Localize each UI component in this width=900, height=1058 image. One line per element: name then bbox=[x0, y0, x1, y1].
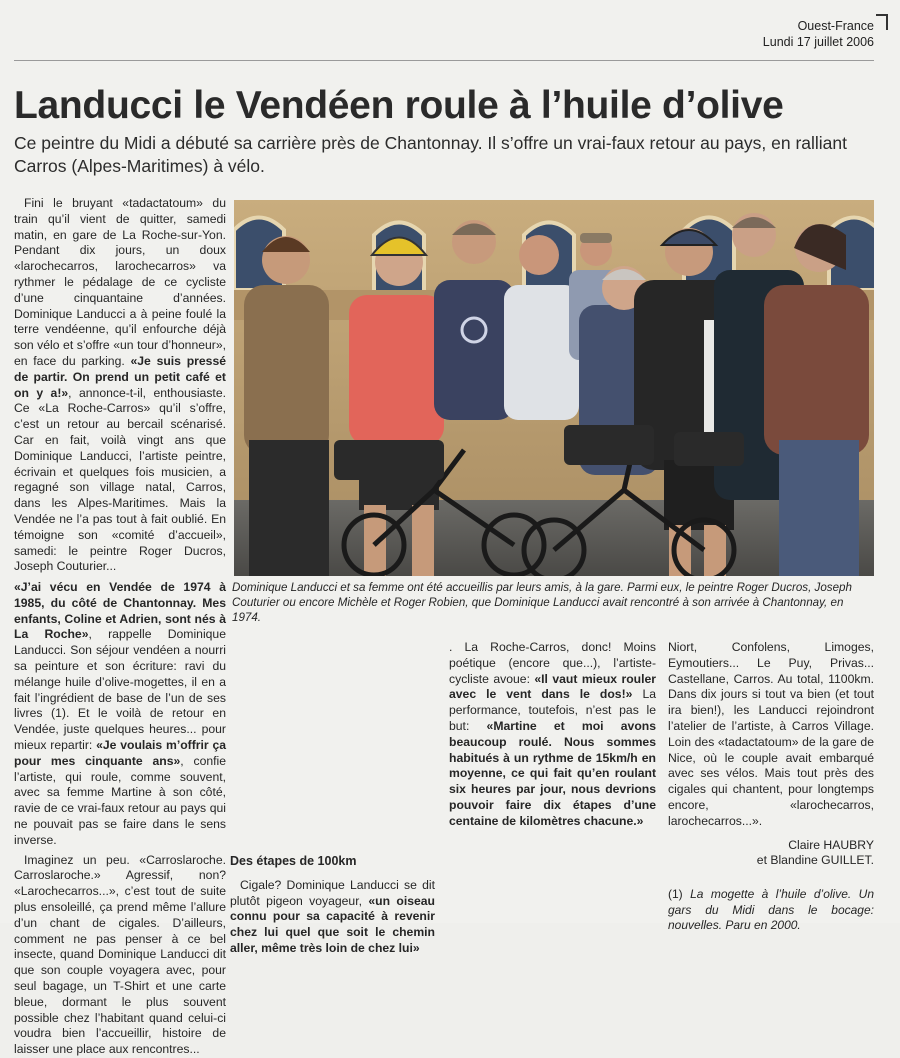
footnote-number: (1) bbox=[668, 887, 683, 902]
column-1-bottom bbox=[14, 580, 226, 1058]
corner-mark bbox=[876, 14, 888, 30]
column-3 bbox=[449, 640, 656, 830]
paragraph-4-start: Cigale? Dominique Landucci se dit plutôt pigeon voyageur, «un oiseau connu pour sa capacité à revenir chez lui quel que soit le chemin aller, même très loin de chez lui» bbox=[230, 877, 435, 955]
paragraph-5: Niort, Confolens, Limoges, Eymoutiers... Le Puy, Privas... Castellane, Carros. Au total, 1100km. Dans dix jours si tout va bien (et tout ira bien!), les Landucci rejoindront l’atelier de l’artiste, à Carros Village. Loin des «tadactatoum» de la gare de Nice, où le couple avait embarqué avec ses vélos. Mais tout près des cigales qui chantent, pour longtemps encore, «larochecarros, larochecarros...». bbox=[668, 640, 874, 828]
quote-4: «un oiseau connu pour sa capacité à revenir chez lui quel que soit le chemin aller, même très loin de chez lui» bbox=[230, 893, 435, 955]
group-photo bbox=[234, 200, 874, 576]
paragraph-4-cont: . La Roche-Carros, donc! Moins poétique (encore que...), l’artiste-cycliste avoue: «Il vaut mieux rouler avec le vent dans le dos!» La performance, toutefois, n’est pas le but: «Martine et moi avons beaucoup roulé. Nous sommes habitués à un rythme de 15km/h en moyenne, ce qui fait qu’en roulant six heures par jour, nous devrions pouvoir faire dix étapes d’une centaine de kilomètres chacune.» bbox=[449, 640, 657, 828]
photo-caption: Dominique Landucci et sa femme ont été accueillis par leurs amis, à la gare. Parmi eux, le peintre Roger Ducros, Joseph Couturier ou encore Michèle et Roger Robien, que Dominique Landucci avait rencontré à son arrivée à Chantonnay, en 1974. bbox=[232, 581, 852, 624]
paper-name: Ouest-France bbox=[797, 19, 874, 33]
footnote bbox=[668, 887, 874, 934]
paragraph-intro: Fini le bruyant «tadactatoum» du train qu’il vient de quitter, samedi matin, en gare de La Roche-sur-Yon. Pendant dix jours, un doux «larochecarros, larochecarros» va rythmer le pédalage de ce cycliste d’une cinquantaine d’années. Dominique Landucci a à peine foulé la terre vendéenne, qu’il enfourche déjà son vélo et s’offre «un tour d’honneur», en face du parking. «Je suis pressé de partir. On prend un petit café et on y a!», annonce-t-il, enthousiaste. Ce «La Roche-Carros» qu’il s’offre, c’est un retour au bercail scénarisé. Car en fait, voilà vingt ans que Dominique Landucci, l’artiste peintre, écrivain et quelques fois musicien, a regagné son village natal, Carros, dans les Alpes-Maritimes. Mais la Vendée ne l’a pas tout à fait oublié. En témoigne son «comité d’accueil», samedi: le peintre Roger Ducros, Joseph Couturier... bbox=[14, 196, 227, 574]
header-rule bbox=[14, 60, 874, 61]
column-2 bbox=[230, 640, 435, 957]
column-4 bbox=[668, 640, 874, 934]
signature bbox=[668, 838, 874, 870]
paragraph-2: «J’ai vécu en Vendée de 1974 à 1985, du côté de Chantonnay. Mes enfants, Coline et Adrien, sont nés à La Roche», rappelle Dominique Landucci. Son séjour vendéen a nourri sa peinture et son écriture: ravi du mélange huile d’olive-mogettes, il en a fait l’ingrédient de base de l’un de ses livres (1). Et le voilà de retour en Vendée, juste quelques heures... pour mieux repartir: «Je voulais m’offrir ça pour mes cinquante ans», confie l’artiste, qui roule, comme souvent, avec sa femme Martine à son côté, ravie de ce vrai-faux retour au pays qui ne pouvait pas se faire dans le sens inverse. bbox=[14, 580, 227, 847]
quote-5: «Il vaut mieux rouler avec le vent dans le dos!» bbox=[449, 671, 657, 702]
section-title: Des étapes de 100km bbox=[230, 854, 357, 868]
footnote-text: La mogette à l’huile d’olive. Un gars du Midi dans le bocage: nouvelles. Paru en 2000. bbox=[668, 887, 874, 933]
masthead bbox=[763, 18, 874, 50]
column-1-top bbox=[14, 196, 226, 575]
quote-2: «J’ai vécu en Vendée de 1974 à 1985, du côté de Chantonnay. Mes enfants, Coline et Adrien, sont nés à La Roche» bbox=[14, 580, 226, 642]
author-1: Claire HAUBRY bbox=[788, 837, 874, 852]
author-2: et Blandine GUILLET. bbox=[756, 853, 874, 868]
subhead: Ce peintre du Midi a débuté sa carrière près de Chantonnay. Il s’offre un vrai-faux retour au pays, en ralliant Carros (Alpes-Maritimes) à vélo. bbox=[14, 133, 848, 176]
person-1 bbox=[244, 236, 329, 576]
quote-1: «Je suis pressé de partir. On prend un petit café et on y a!» bbox=[14, 353, 227, 400]
quote-6: «Martine et moi avons beaucoup roulé. Nous sommes habitués à un rythme de 15km/h en moyenne, ce qui fait qu’en roulant six heures par jour, nous devrions pouvoir faire dix étapes d’une centaine de kilomètres chacune.» bbox=[449, 718, 656, 828]
quote-3: «Je voulais m’offrir ça pour mes cinquante ans» bbox=[14, 737, 227, 768]
issue-date: Lundi 17 juillet 2006 bbox=[762, 35, 874, 49]
paragraph-3-start: Imaginez un peu. «Carroslaroche. Carroslaroche.» Agressif, non? «Larochecarros...», c’est tout de suite plus ensoleillé, ça prend même l’allure d’un chant de cigales. D’ailleurs, comment ne pas penser à ce bel insecte, quand Dominique Landucci dit que son couple voyagera avec, pour seul bagage, un T-Shirt et une carte bleue, dormant le plus souvent possible chez l’habitant quand celui-ci voudra bien l’accueillir, histoire de laisser une place aux rencontres... bbox=[14, 852, 226, 1057]
headline: Landucci le Vendéen roule à l’huile d’olive bbox=[14, 84, 784, 127]
